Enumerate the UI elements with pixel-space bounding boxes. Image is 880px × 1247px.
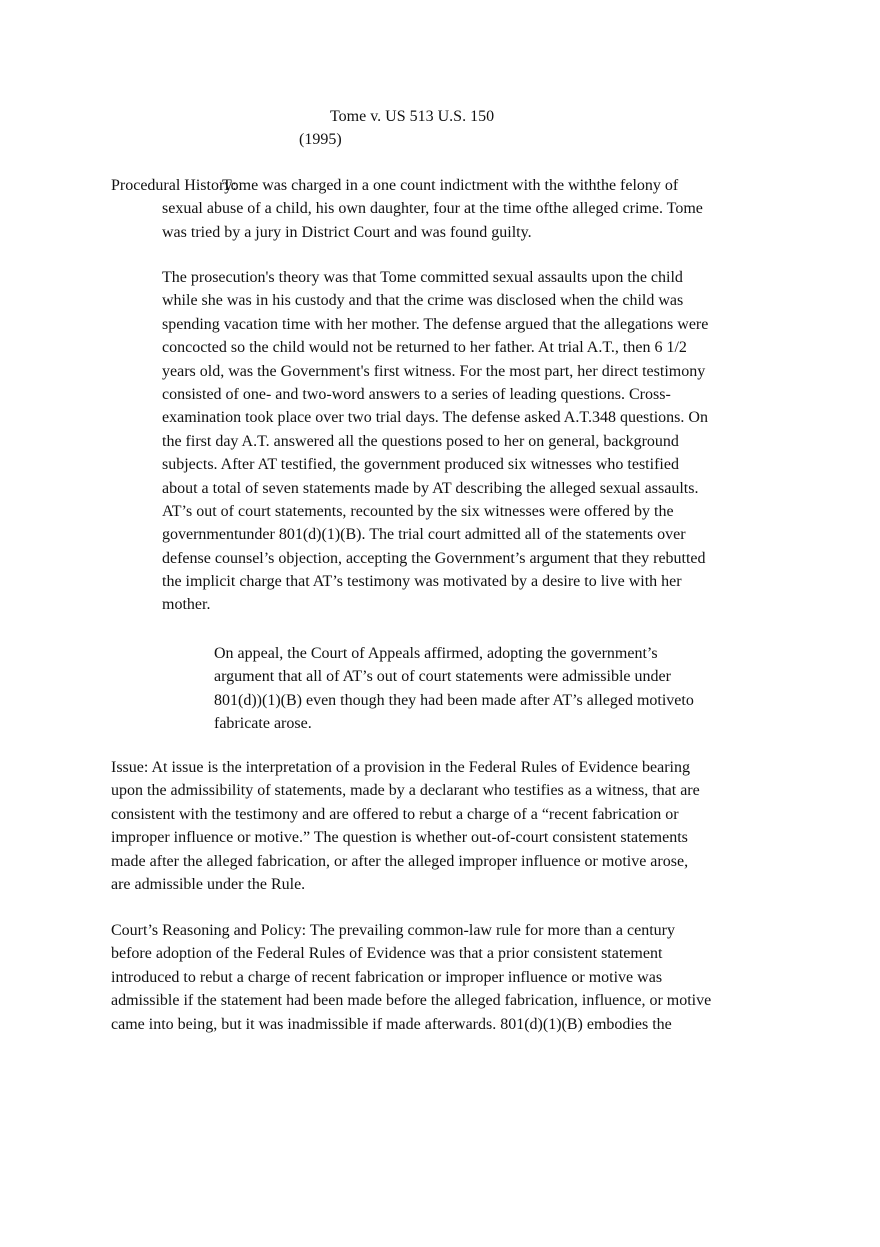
text-line: spending vacation time with her mother. The defense argued that the allegations were [162, 315, 709, 333]
text-line: about a total of seven statements made by AT describing the alleged sexual assaults. [162, 479, 699, 497]
text-line: the implicit charge that AT’s testimony was motivated by a desire to live with her [162, 573, 682, 591]
text-line: subjects. After AT testified, the government produced six witnesses who testified [162, 456, 679, 474]
text-line: fabricate arose. [214, 715, 312, 733]
text-line: was tried by a jury in District Court and was found guilty. [162, 223, 532, 241]
procedural-history-text: Tome was charged in a one count indictment with the withthe felony of [222, 177, 679, 194]
text-line: concocted so the child would not be returned to her father. At trial A.T., then 6 1/2 [162, 339, 687, 357]
text-line: years old, was the Government's first witness. For the most part, her direct testimony [162, 362, 706, 380]
appeal-paragraph [214, 642, 694, 736]
issue-paragraph [111, 756, 700, 896]
text-line: the first day A.T. answered all the questions posed to her on general, background [162, 432, 679, 450]
text-line: introduced to rebut a charge of recent fabrication or improper influence or motive was [111, 968, 663, 986]
text-line: AT’s out of court statements, recounted by the six witnesses were offered by the [162, 502, 674, 520]
case-year [299, 128, 342, 151]
procedural-history-label: Procedural History: [111, 177, 237, 194]
text-line: mother. [162, 596, 211, 614]
case-title-line-1: Tome v. US 513 U.S. 150 [330, 108, 495, 125]
text-line: argument that all of AT’s out of court statements were admissible under [214, 668, 671, 686]
text-line: improper influence or motive.” The question is whether out-of-court consistent statements [111, 829, 688, 847]
text-line: On appeal, the Court of Appeals affirmed, adopting the government’s [214, 645, 658, 662]
text-line: consistent with the testimony and are offered to rebut a charge of a “recent fabrication or [111, 805, 679, 823]
prosecution-paragraph [162, 266, 708, 617]
text-line: examination took place over two trial days. The defense asked A.T.348 questions. On [162, 409, 708, 427]
case-title-line-2: (1995) [299, 131, 342, 148]
reasoning-paragraph [111, 919, 711, 1036]
text-line: admissible if the statement had been made before the alleged fabrication, influence, or motive [111, 992, 712, 1010]
text-line: are admissible under the Rule. [111, 875, 306, 893]
text-line: sexual abuse of a child, his own daughter, four at the time ofthe alleged crime. Tome [162, 200, 703, 218]
text-line: Court’s Reasoning and Policy: The prevailing common-law rule for more than a century [111, 922, 676, 939]
procedural-history-section [111, 174, 703, 244]
text-line: before adoption of the Federal Rules of Evidence was that a prior consistent statement [111, 945, 663, 963]
text-line: 801(d))(1)(B) even though they had been made after AT’s alleged motiveto [214, 691, 694, 709]
text-line: upon the admissibility of statements, made by a declarant who testifies as a witness, that are [111, 782, 700, 800]
case-title [330, 105, 494, 128]
text-line: consisted of one- and two-word answers to a series of leading questions. Cross- [162, 385, 671, 403]
procedural-history-first-line [111, 174, 703, 197]
text-line: defense counsel’s objection, accepting the Government’s argument that they rebutted [162, 549, 706, 567]
text-line: came into being, but it was inadmissible if made afterwards. 801(d)(1)(B) embodies the [111, 1015, 672, 1033]
text-line: Issue: At issue is the interpretation of a provision in the Federal Rules of Evidence bearing [111, 759, 690, 776]
text-line: made after the alleged fabrication, or after the alleged improper influence or motive arose, [111, 852, 689, 870]
text-line: governmentunder 801(d)(1)(B). The trial court admitted all of the statements over [162, 526, 686, 544]
text-line: while she was in his custody and that the crime was disclosed when the child was [162, 292, 684, 310]
text-line: The prosecution's theory was that Tome committed sexual assaults upon the child [162, 269, 683, 286]
